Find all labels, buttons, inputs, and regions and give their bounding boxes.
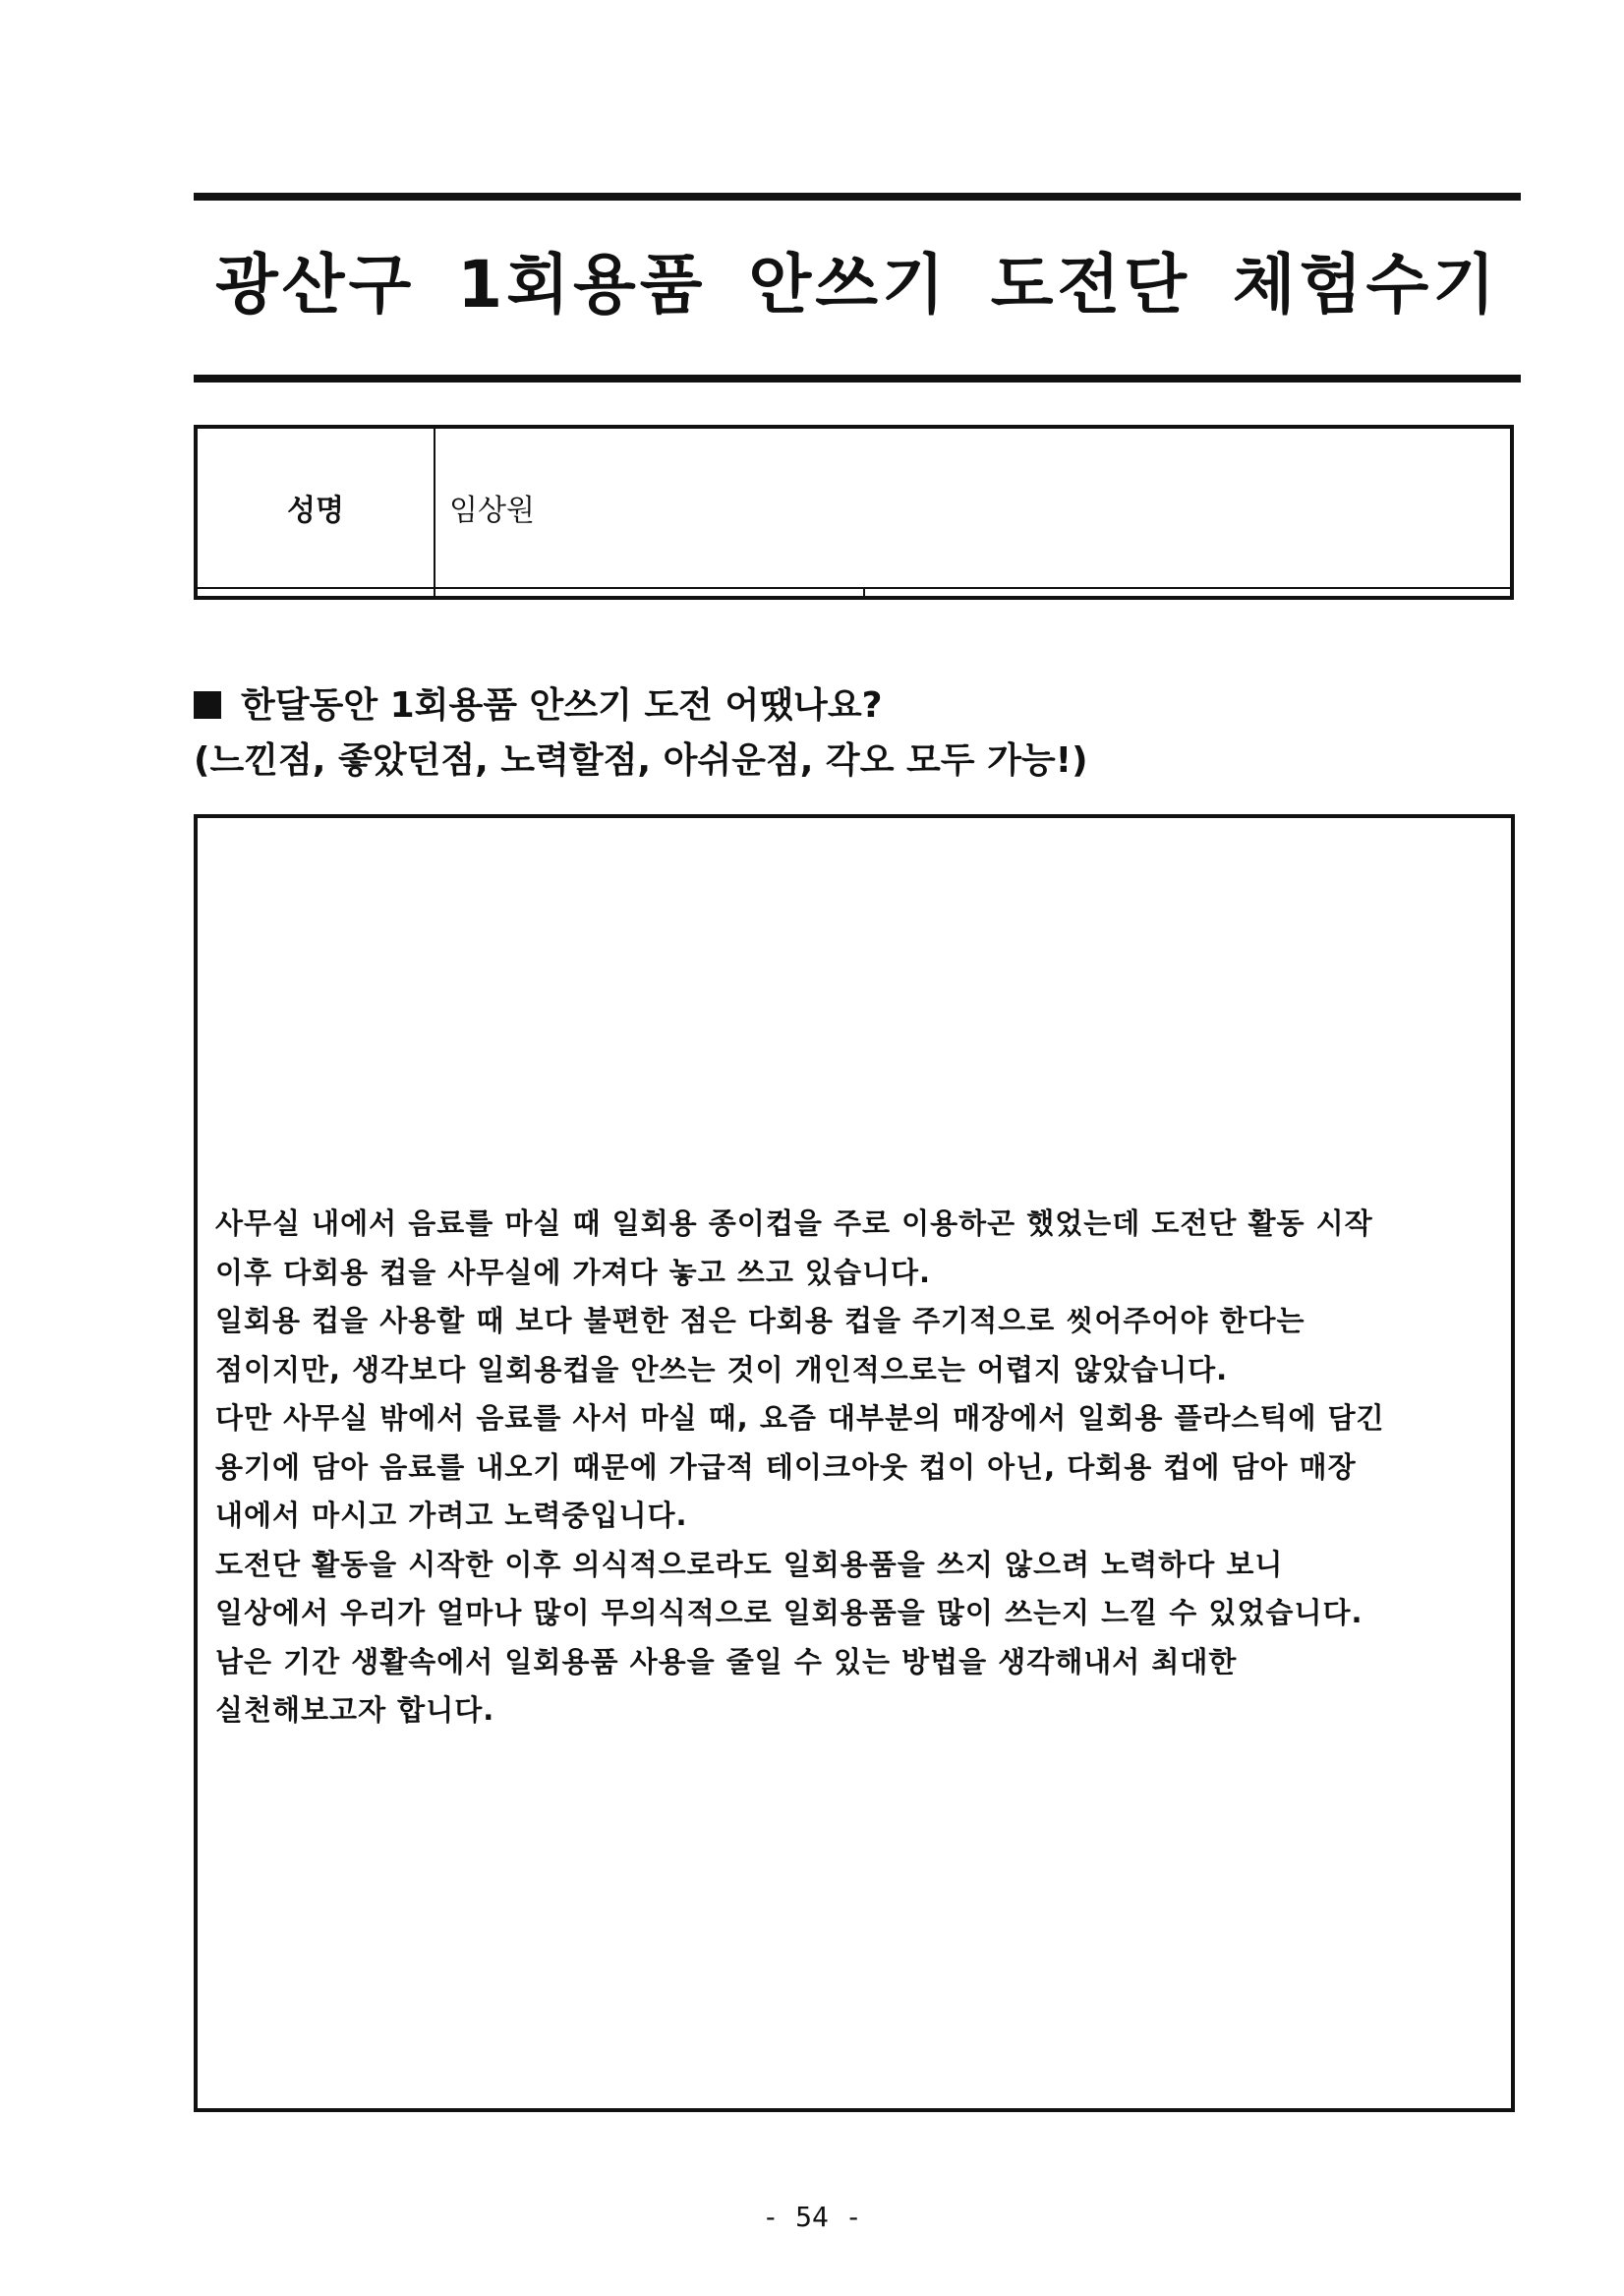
answer-line: 도전단 활동을 시작한 이후 의식적으로라도 일회용품을 쓰지 않으려 노력하다 보니 (215, 1547, 1284, 1581)
blank-row (196, 588, 1512, 598)
answer-line: 일회용 컵을 사용할 때 보다 불편한 점은 다회용 컵을 주기적으로 씻어주어야 한다는 (215, 1304, 1305, 1337)
name-row (196, 427, 1512, 588)
page-number: - 54 - (762, 2201, 862, 2233)
section-heading-line1: 한달동안 1회용품 안쓰기 도전 어땠나요? (241, 685, 883, 726)
section-heading-line2: (느낀점, 좋았던점, 노력할점, 아쉬운점, 각오 모두 가능!) (194, 740, 1088, 781)
answer-line: 용기에 담아 음료를 내오기 때문에 가급적 테이크아웃 컵이 아닌, 다회용 컵에 담아 매장 (215, 1449, 1357, 1484)
title-bottom-rule (194, 375, 1521, 383)
answer-line: 이후 다회용 컵을 사무실에 가져다 놓고 쓰고 있습니다. (215, 1255, 931, 1289)
answer-text (215, 1200, 1497, 1736)
title-top-rule (194, 193, 1521, 201)
section-heading (194, 678, 1088, 789)
blank-cell-3 (864, 588, 1512, 598)
square-bullet-icon (194, 691, 221, 719)
blank-cell-2 (435, 588, 864, 598)
page-title: 광산구 1회용품 안쓰기 도전단 체험수기 (215, 247, 1499, 323)
answer-line: 사무실 내에서 음료를 마실 때 일회용 종이컵을 주로 이용하곤 했었는데 도전단 활동 시작 (215, 1207, 1373, 1240)
answer-line: 다만 사무실 밖에서 음료를 사서 마실 때, 요즘 대부분의 매장에서 일회용 플라스틱에 담긴 (215, 1401, 1385, 1435)
answer-line: 실천해보고자 합니다. (215, 1693, 495, 1727)
info-table (194, 425, 1514, 600)
answer-line: 남은 기간 생활속에서 일회용품 사용을 줄일 수 있는 방법을 생각해내서 최대한 (215, 1644, 1238, 1678)
name-label: 성명 (196, 427, 435, 588)
answer-box (194, 814, 1515, 2112)
blank-cell-1 (196, 588, 435, 598)
name-value: 임상원 (435, 427, 1512, 588)
answer-line: 일상에서 우리가 얼마나 많이 무의식적으로 일회용품을 많이 쓰는지 느낄 수 있었습니다. (215, 1596, 1363, 1629)
answer-line: 내에서 마시고 가려고 노력중입니다. (215, 1499, 688, 1532)
answer-line: 점이지만, 생각보다 일회용컵을 안쓰는 것이 개인적으로는 어렵지 않았습니다. (215, 1352, 1229, 1386)
